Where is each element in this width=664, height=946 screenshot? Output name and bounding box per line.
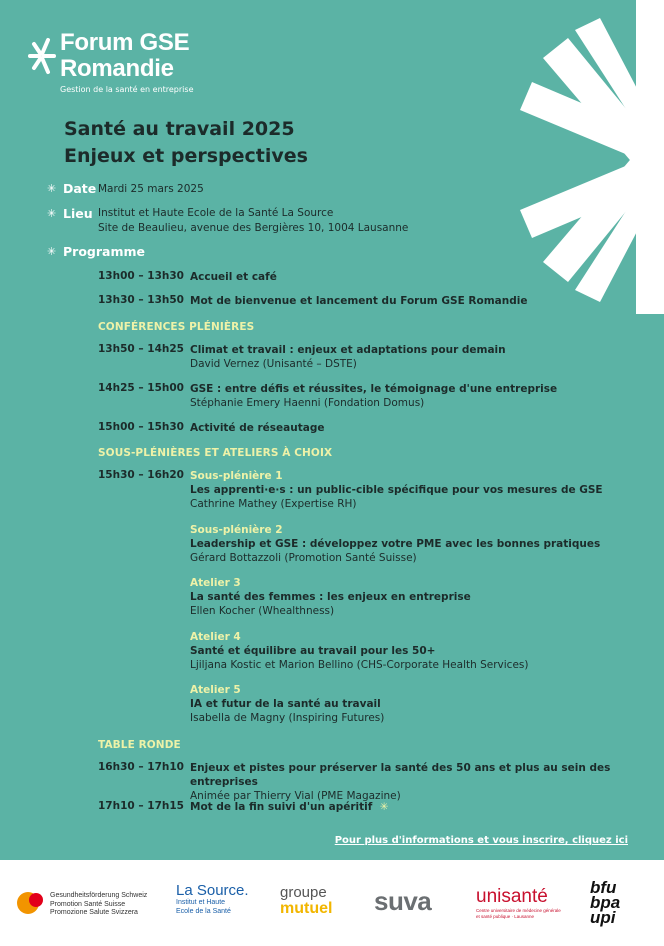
- programme-label: Programme: [63, 244, 145, 259]
- suva-logo: suva: [374, 886, 432, 916]
- date-label: Date: [63, 181, 97, 196]
- item-speaker: David Vernez (Unisanté – DSTE): [190, 358, 357, 370]
- page-title: [64, 116, 308, 170]
- item-speaker: Gérard Bottazzoli (Promotion Santé Suisse): [190, 552, 417, 564]
- ateliers-heading: SOUS-PLÉNIÈRES ET ATELIERS À CHOIX: [98, 447, 333, 459]
- atelier-item: [190, 469, 603, 511]
- pleniere-heading: CONFÉRENCES PLÉNIÈRES: [98, 321, 255, 333]
- item-title: Activité de réseautage: [190, 422, 325, 434]
- bfu-logo: bfu bpa upi: [590, 878, 621, 927]
- psch-logo-icon: [14, 890, 48, 916]
- atelier-label: Sous-plénière 1: [190, 470, 283, 482]
- date-value: Mardi 25 mars 2025: [98, 183, 204, 195]
- lieu-line1: Institut et Haute Ecole de la Santé La Source: [98, 207, 334, 219]
- logo-line2: Romandie: [60, 55, 174, 82]
- sparkle-icon: ✳: [379, 801, 389, 813]
- atelier-item: [190, 683, 384, 725]
- item-time: 13h00 – 13h30: [98, 270, 184, 282]
- atelier-item: [190, 576, 471, 618]
- logo-asterisk-icon: [28, 34, 56, 78]
- atelier-label: Atelier 3: [190, 577, 241, 589]
- item-time: 13h30 – 13h50: [98, 294, 184, 306]
- psch-logo: Gesundheitsförderung Schweiz Promotion Santé Suisse Promozione Salute Svizzera: [50, 892, 148, 916]
- pleniere-item: [190, 343, 506, 371]
- item-time: 15h00 – 15h30: [98, 421, 184, 433]
- item-title: Santé et équilibre au travail pour les 50+: [190, 645, 436, 657]
- item-title: Leadership et GSE : développez votre PME avec les bonnes pratiques: [190, 538, 601, 550]
- atelier-label: Sous-plénière 2: [190, 524, 283, 536]
- atelier-item: [190, 630, 528, 672]
- item-title: GSE : entre défis et réussites, le témoignage d'une entreprise: [190, 383, 558, 395]
- register-link[interactable]: Pour plus d'informations et vous inscrire, cliquez ici: [334, 835, 628, 846]
- item-title: Climat et travail : enjeux et adaptations pour demain: [190, 344, 506, 356]
- programme-star-icon: ✳: [47, 245, 57, 258]
- item-time: 13h50 – 14h25: [98, 343, 184, 355]
- sponsor-footer: [0, 860, 664, 946]
- atelier-label: Atelier 4: [190, 631, 241, 643]
- item-title: Mot de la fin suivi d'un apéritif ✳: [190, 801, 389, 813]
- item-speaker: Isabella de Magny (Inspiring Futures): [190, 712, 385, 724]
- item-speaker: Ljiljana Kostic et Marion Bellino (CHS-Corporate Health Services): [190, 659, 529, 671]
- logo-subtitle: Gestion de la santé en entreprise: [60, 85, 194, 94]
- lieu-value: [98, 206, 408, 235]
- atelier-label: Atelier 5: [190, 684, 241, 696]
- lieu-line2: Site de Beaulieu, avenue des Bergières 10, 1004 Lausanne: [98, 221, 409, 234]
- table-heading: TABLE RONDE: [98, 739, 181, 751]
- item-title: La santé des femmes : les enjeux en entreprise: [190, 591, 471, 603]
- title-line1: Santé au travail 2025: [64, 118, 295, 140]
- item-speaker: Stéphanie Emery Haenni (Fondation Domus): [190, 397, 425, 409]
- item-title: Accueil et café: [190, 271, 277, 283]
- item-title: Enjeux et pistes pour préserver la santé des 50 ans et plus au sein des entreprises: [190, 762, 611, 788]
- title-line2: Enjeux et perspectives: [64, 145, 308, 167]
- logo-title: [60, 30, 189, 82]
- item-time: 14h25 – 15h00: [98, 382, 184, 394]
- lasource-logo: La Source. Institut et Haute Ecole de la Santé: [176, 882, 249, 915]
- ateliers-time: 15h30 – 16h20: [98, 469, 184, 481]
- groupe-mutuel-logo: groupe mutuel: [280, 884, 333, 917]
- unisante-logo: unisanté Centre universitaire de médecine générale et santé publique · Lausanne: [476, 886, 561, 919]
- item-speaker: Animée par Thierry Vial (PME Magazine): [190, 790, 401, 802]
- table-item: [190, 761, 664, 803]
- item-time: 16h30 – 17h10: [98, 761, 184, 773]
- logo-line1: Forum GSE: [60, 29, 190, 56]
- item-time: 17h10 – 17h15: [98, 800, 184, 812]
- date-star-icon: ✳: [47, 182, 57, 195]
- lieu-label: Lieu: [63, 206, 93, 221]
- item-title: IA et futur de la santé au travail: [190, 698, 381, 710]
- lieu-star-icon: ✳: [47, 207, 57, 220]
- pleniere-item: [190, 382, 557, 410]
- item-title: Mot de bienvenue et lancement du Forum GSE Romandie: [190, 295, 528, 307]
- item-title: Les apprenti·e·s : un public-cible spécifique pour vos mesures de GSE: [190, 484, 603, 496]
- atelier-item: [190, 523, 600, 565]
- item-speaker: Ellen Kocher (Whealthness): [190, 605, 335, 617]
- item-speaker: Cathrine Mathey (Expertise RH): [190, 498, 357, 510]
